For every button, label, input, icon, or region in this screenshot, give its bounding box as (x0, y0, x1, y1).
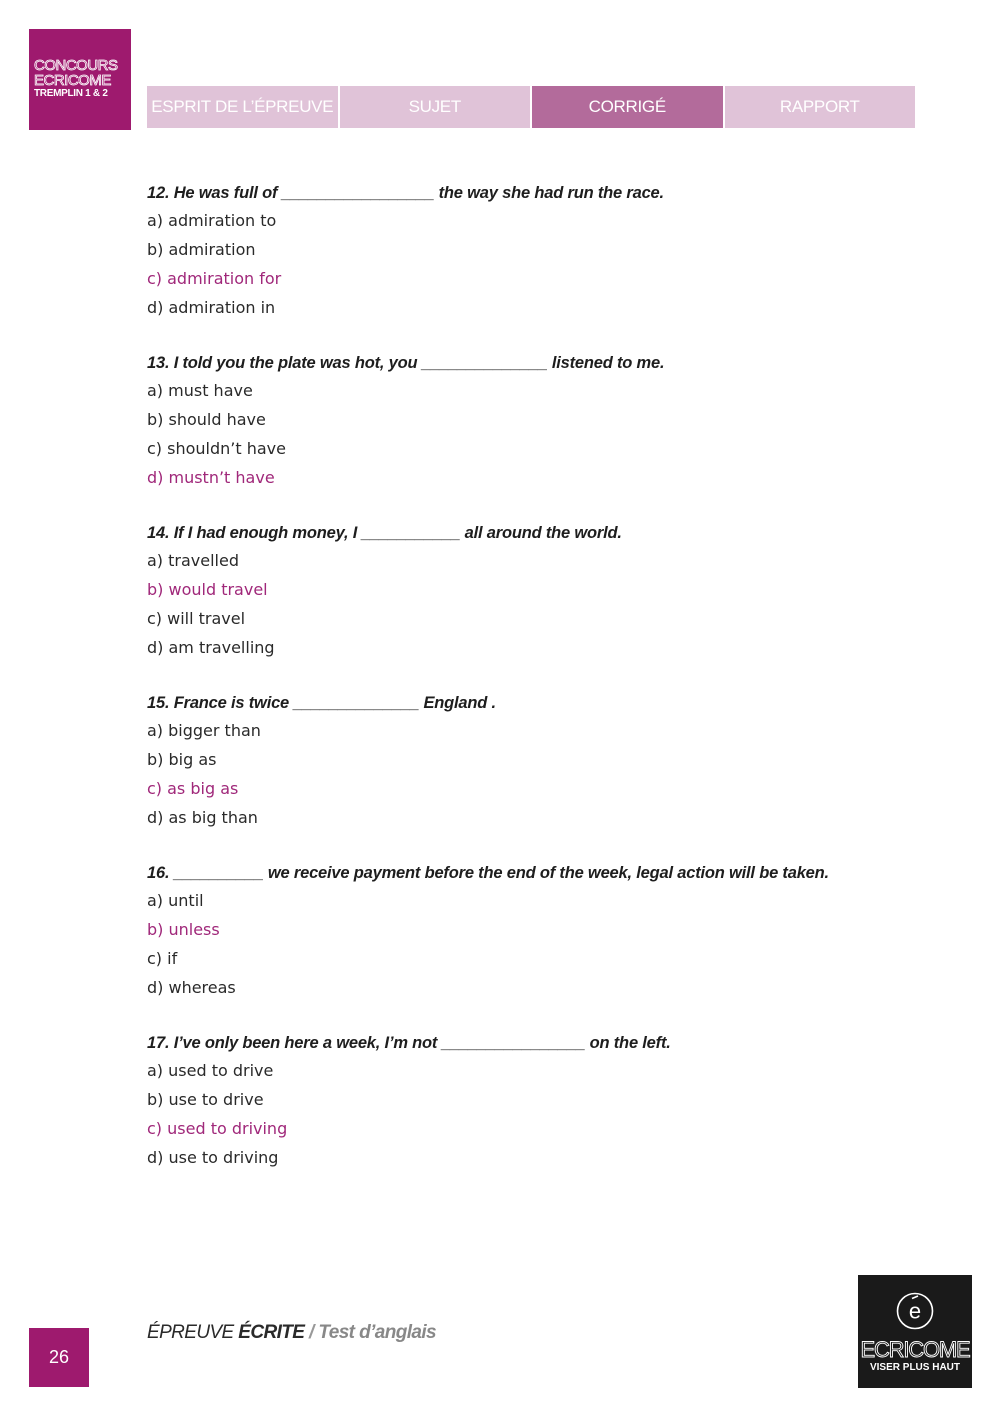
ecricome-logo (858, 1275, 972, 1388)
question-text: 16. __________ we receive payment before the end of the week, legal action will be taken. (147, 864, 829, 882)
footer-epreuve: ÉPREUVE (147, 1322, 239, 1343)
question-16 (147, 860, 907, 1002)
option-c: c) shouldn’t have (147, 439, 286, 458)
option-d: d) use to driving (147, 1148, 279, 1167)
tab-corrige[interactable]: CORRIGÉ (532, 86, 723, 128)
question-17 (147, 1030, 907, 1172)
option-d-correct: d) mustn’t have (147, 468, 275, 487)
option-d: d) as big than (147, 808, 258, 827)
logo-slogan: VISER PLUS HAUT (869, 1362, 960, 1373)
tab-sujet[interactable]: SUJET (340, 86, 531, 128)
tab-esprit-epreuve[interactable]: ESPRIT DE L’ÉPREUVE (147, 86, 338, 128)
option-b-correct: b) would travel (147, 580, 268, 599)
question-text: 15. France is twice ______________ England . (147, 694, 496, 712)
option-a: a) used to drive (147, 1061, 274, 1080)
question-text: 14. If I had enough money, I ___________ all around the world. (147, 524, 622, 542)
option-a: a) travelled (147, 551, 239, 570)
question-15 (147, 690, 907, 832)
question-12 (147, 180, 907, 322)
page-number: 26 (29, 1328, 89, 1387)
ecricome-e-icon (895, 1291, 935, 1331)
option-a: a) must have (147, 381, 253, 400)
section-tabs (147, 86, 915, 128)
question-14 (147, 520, 907, 662)
option-c: c) will travel (147, 609, 246, 628)
option-c: c) if (147, 949, 178, 968)
footer-separator: / (304, 1322, 319, 1343)
option-b-correct: b) unless (147, 920, 220, 939)
logo-line-ecricome: ECRICOME (34, 72, 111, 89)
logo-line-concours: CONCOURS (34, 57, 118, 74)
option-c-correct: c) admiration for (147, 269, 282, 288)
footer-title (147, 1322, 436, 1344)
footer-ecrite: ÉCRITE (238, 1322, 305, 1343)
option-a: a) admiration to (147, 211, 277, 230)
svg-text:e: e (908, 1298, 922, 1324)
option-a: a) bigger than (147, 721, 261, 740)
tab-rapport[interactable]: RAPPORT (725, 86, 916, 128)
question-list (147, 180, 907, 1200)
option-b: b) should have (147, 410, 266, 429)
question-text: 13. I told you the plate was hot, you ______________ listened to me. (147, 354, 665, 372)
option-c-correct: c) as big as (147, 779, 239, 798)
question-text: 12. He was full of _________________ the way she had run the race. (147, 184, 664, 202)
option-c-correct: c) used to driving (147, 1119, 288, 1138)
option-d: d) whereas (147, 978, 236, 997)
option-d: d) admiration in (147, 298, 276, 317)
footer-test-anglais: Test d’anglais (318, 1322, 437, 1343)
question-13 (147, 350, 907, 492)
question-text: 17. I’ve only been here a week, I’m not ________________ on the left. (147, 1034, 671, 1052)
logo-name: ECRICOME (860, 1337, 970, 1362)
concours-logo (29, 29, 131, 130)
option-b: b) big as (147, 750, 217, 769)
logo-line-tremplin: TREMPLIN 1 & 2 (34, 88, 108, 99)
option-b: b) use to drive (147, 1090, 264, 1109)
option-b: b) admiration (147, 240, 256, 259)
option-d: d) am travelling (147, 638, 275, 657)
option-a: a) until (147, 891, 204, 910)
